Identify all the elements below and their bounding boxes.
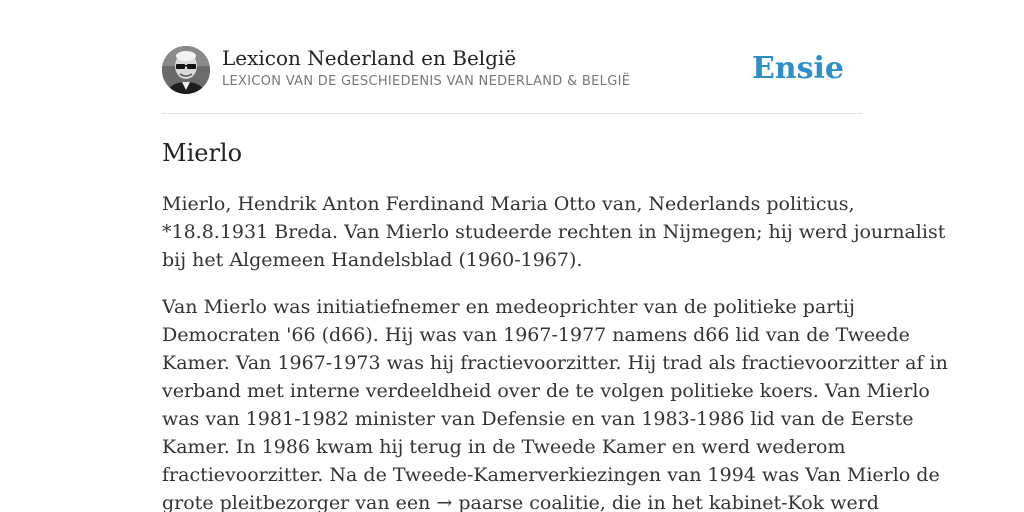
author-portrait-icon[interactable]: [162, 46, 210, 94]
page: [162, 0, 948, 512]
site-subtitle: LEXICON VAN DE GESCHIEDENIS VAN NEDERLAND & BELGIË: [222, 74, 631, 89]
text-fragment: grote pleitbezorger van een: [162, 492, 437, 512]
article-body: [162, 190, 948, 512]
site-title[interactable]: Lexicon Nederland en België: [222, 46, 517, 70]
paragraph-line: Kamer. Van 1967-1973 was hij fractievoorzitter. Hij trad als fractievoorzitter af in: [162, 352, 948, 374]
paragraph-line-with-link: [162, 489, 879, 512]
paragraph-line: bij het Algemeen Handelsblad (1960-1967).: [162, 249, 583, 271]
paragraph-line: Mierlo, Hendrik Anton Ferdinand Maria Otto van, Nederlands politicus,: [162, 193, 855, 215]
paarse-coalitie-link[interactable]: → paarse coalitie: [436, 492, 600, 512]
text-fragment: , die in het kabinet-Kok werd: [599, 492, 879, 512]
ensie-logo-link[interactable]: Ensie: [751, 51, 844, 86]
page-title: Mierlo: [162, 139, 243, 167]
paragraph-2: [162, 293, 948, 512]
paragraph-line: Kamer. In 1986 kwam hij terug in de Tweede Kamer en werd wederom: [162, 436, 846, 458]
site-header: [162, 0, 862, 114]
paragraph-line: fractievoorzitter. Na de Tweede-Kamerverkiezingen van 1994 was Van Mierlo de: [162, 464, 940, 486]
paragraph-1: [162, 190, 946, 274]
paragraph-line: Van Mierlo was initiatiefnemer en medeoprichter van de politieke partij: [162, 296, 855, 318]
paragraph-line: Democraten '66 (d66). Hij was van 1967-1977 namens d66 lid van de Tweede: [162, 324, 910, 346]
paragraph-line: verband met interne verdeeldheid over de te volgen politieke koers. Van Mierlo: [162, 380, 930, 402]
paragraph-line: was van 1981-1982 minister van Defensie en van 1983-1986 lid van de Eerste: [162, 408, 914, 430]
paragraph-line: *18.8.1931 Breda. Van Mierlo studeerde rechten in Nijmegen; hij werd journalist: [162, 221, 946, 243]
